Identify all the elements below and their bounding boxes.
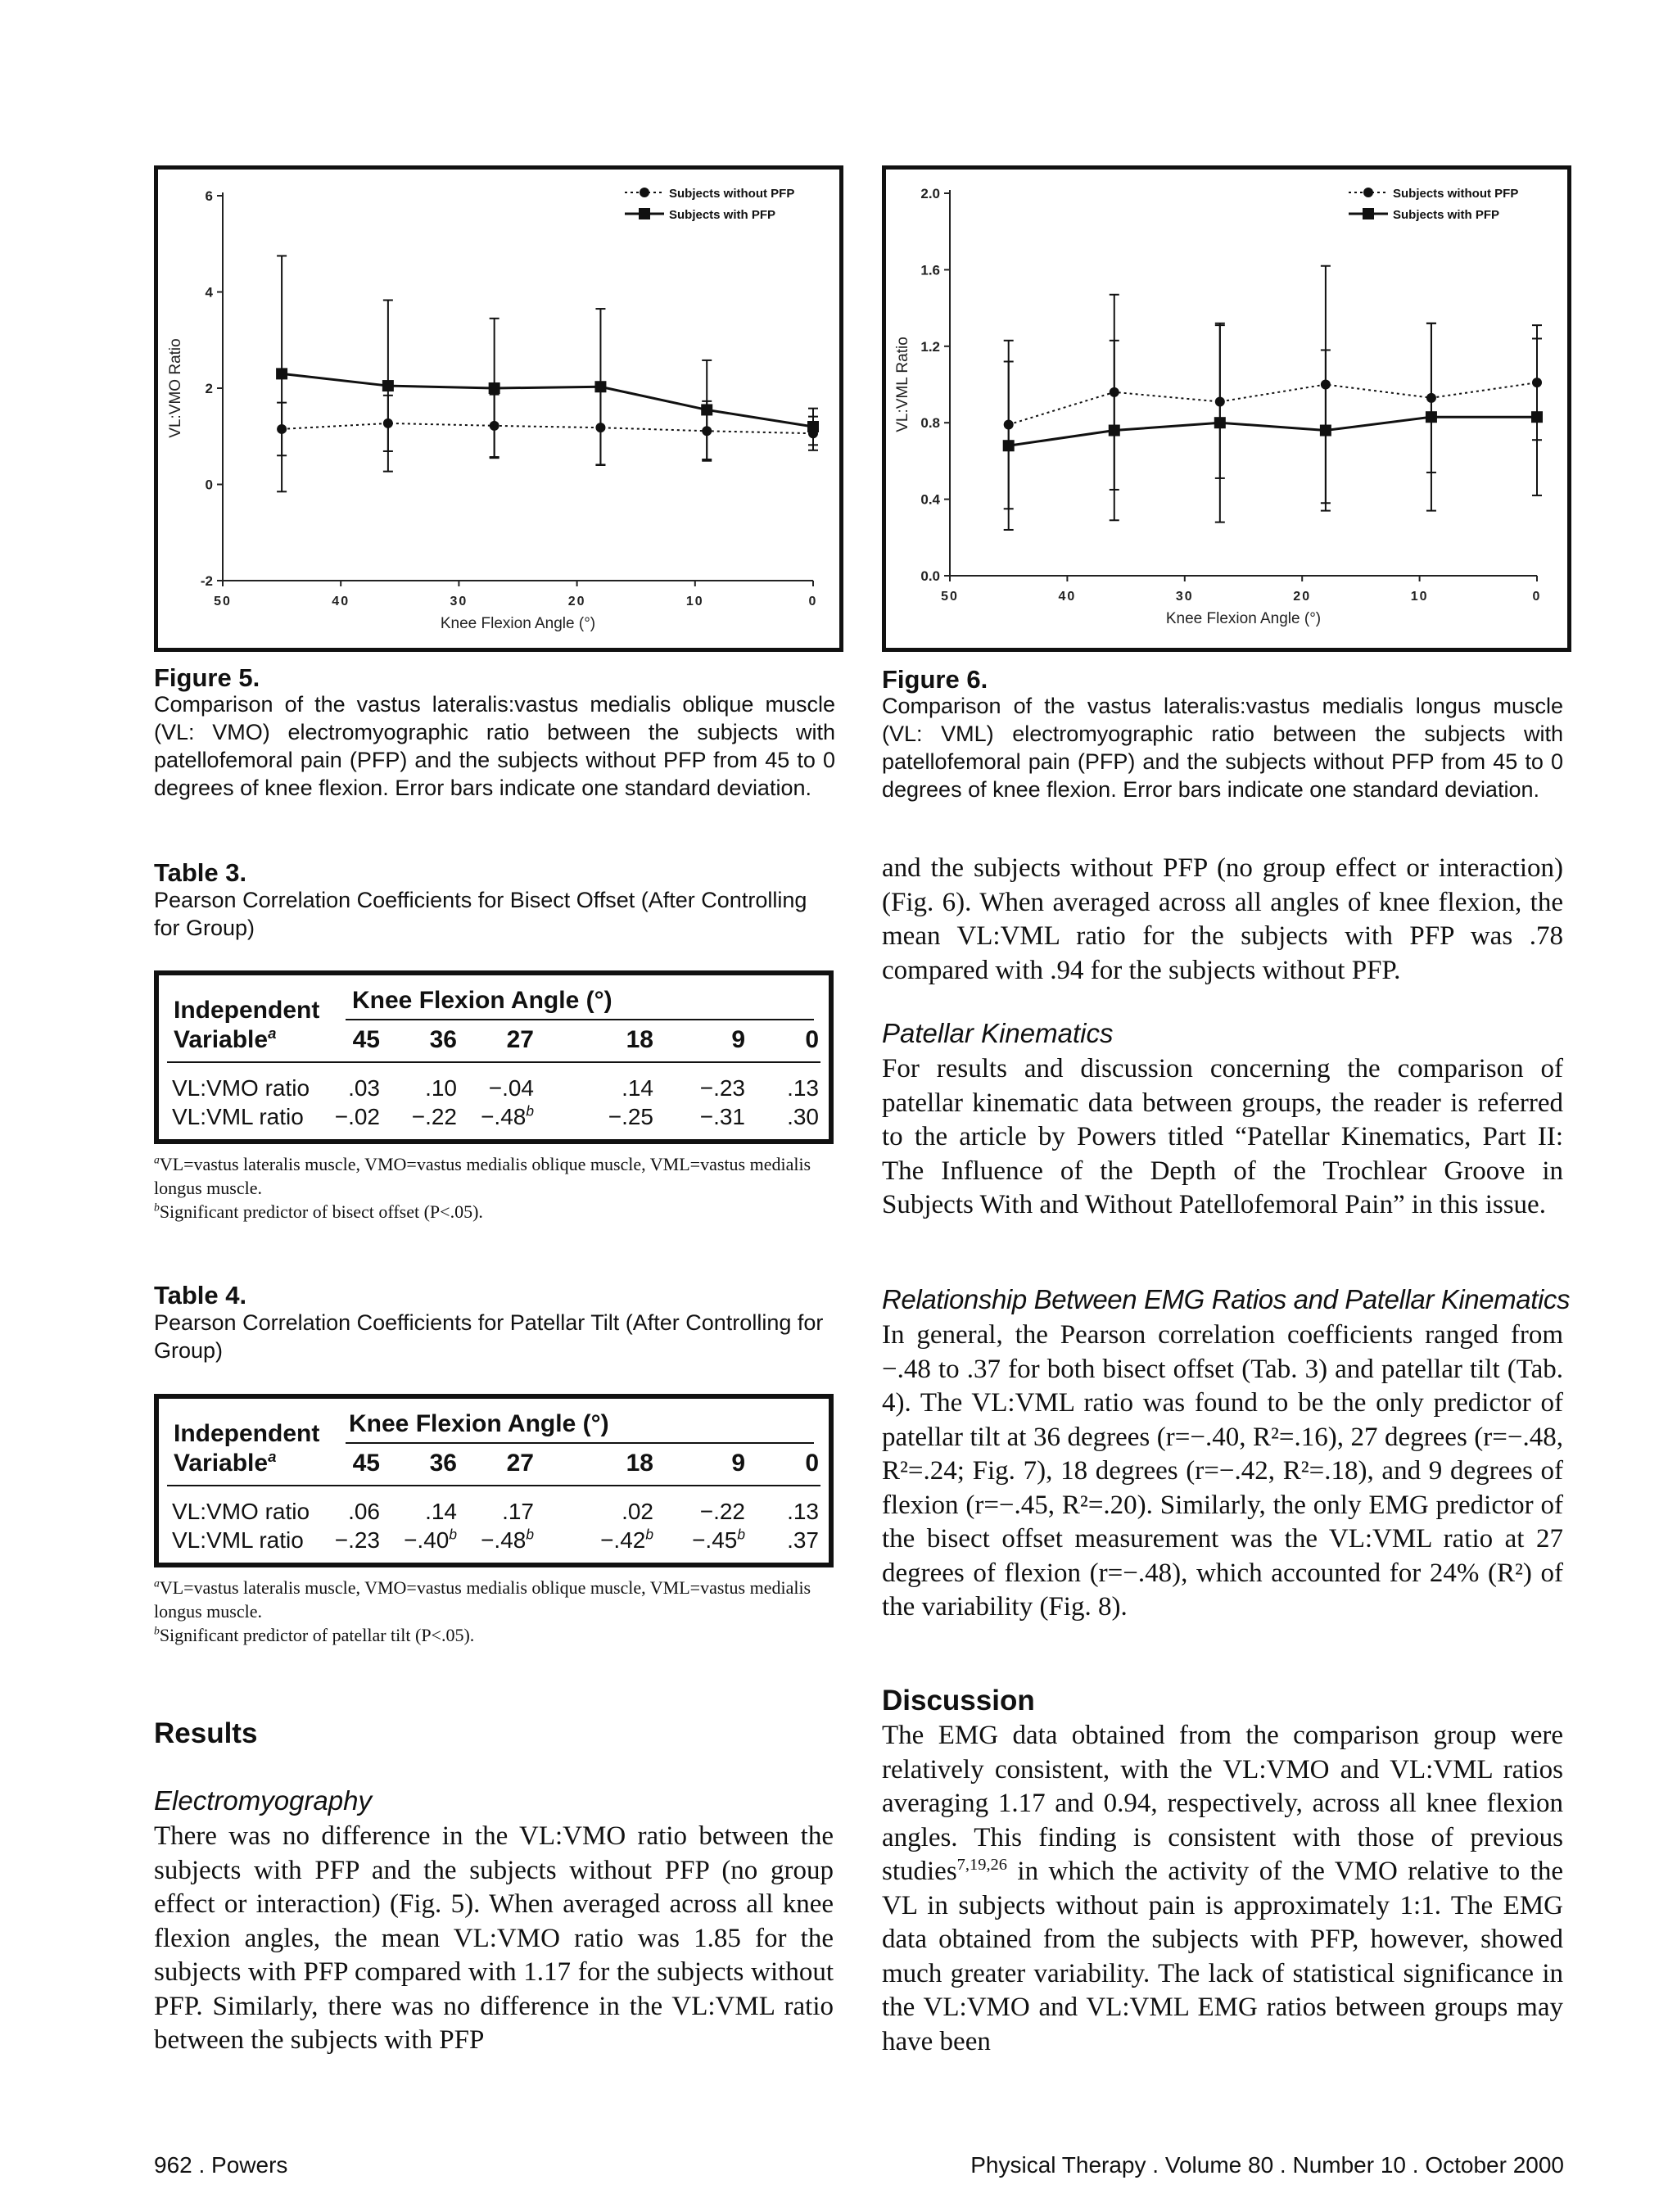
x-tick-label: 20 [567, 595, 586, 608]
y-tick-label: 2.0 [920, 186, 940, 201]
table-3-title: Table 3. [154, 858, 247, 887]
table-3-footnotes [154, 1152, 834, 1224]
table-cell: .13 [787, 1075, 819, 1101]
discussion-text: The EMG data obtained from the comparison group were relatively consistent, with the VL:VMO and VL:VML ratios averaging 1.17 and 0.94, respectively, across all knee flexion angles. This finding is consistent with those of previous studies$^{7,19,26}$ in which the activity of the VMO relative to the VL in subjects without pain is approximately 1:1. The EMG data obtained from the subjects with PFP, however, showed much greater variability. The lack of statistical significance in the VL:VMO and VL:VML EMG ratios between groups may have been [882, 1721, 1563, 2056]
table-cell: .30 [787, 1104, 819, 1129]
table-angle-header-18: 18 [626, 1026, 653, 1053]
table-cell: .13 [787, 1499, 819, 1524]
table-angle-header-0: 0 [805, 1450, 819, 1477]
x-tick-label: 20 [1293, 590, 1312, 604]
figure-6-chart [882, 165, 1571, 652]
table-4-angle-header: Knee Flexion Angle (°) [349, 1410, 609, 1437]
table-row-label: VL:VML ratio [172, 1527, 304, 1553]
table-cell: .02 [622, 1499, 653, 1524]
table-4-footnote-b: $^b$Significant predictor of patellar tilt (P<.05). [154, 1624, 475, 1645]
table-cell: −.31 [699, 1104, 745, 1129]
table-cell: −.48$^b$ [481, 1102, 534, 1129]
table-4-footnote-a: $^a$VL=vastus lateralis muscle, VMO=vastus medialis oblique muscle, VML=vastus medialis longus muscle. [154, 1576, 811, 1622]
legend-label: Subjects without PFP [669, 187, 795, 201]
table-3-description: Pearson Correlation Coefficients for Bisect Offset (After Controlling for Group) [154, 888, 807, 940]
x-tick-label: 30 [450, 595, 468, 608]
legend-label: Subjects without PFP [1393, 187, 1519, 201]
patellar-kinematics-text: For results and discussion concerning the comparison of patellar kinematic data between groups, the reader is referred to the article by Powers titled “Patellar Kinematics, Part II: The Influence of the Depth of the Trochlear Groove in Subjects With and Without Patellofemoral Pain” in this issue. [882, 1054, 1563, 1219]
table-cell: .37 [787, 1527, 819, 1553]
legend-marker [1363, 208, 1374, 219]
data-point-with-pfp [1531, 411, 1543, 423]
table-4-header-rule [346, 1442, 814, 1444]
table-cell: −.22 [411, 1104, 457, 1129]
table-3-body-rule [167, 1061, 820, 1063]
data-point-with-pfp [1426, 411, 1437, 423]
table-cell: .14 [622, 1075, 653, 1101]
y-tick-label: 4 [205, 284, 213, 301]
series-line-without-pfp [1009, 382, 1537, 424]
table-3 [154, 970, 834, 1144]
table-cell: −.45$^b$ [692, 1526, 745, 1553]
table-3-var-header-line1: Independent [174, 997, 320, 1024]
table-cell: −.02 [334, 1104, 380, 1129]
data-point-with-pfp [1109, 425, 1120, 437]
table-angle-header-9: 9 [731, 1450, 745, 1477]
legend-marker [640, 188, 649, 197]
table-row-label: VL:VML ratio [172, 1104, 304, 1129]
table-row-label: VL:VMO ratio [172, 1499, 310, 1524]
series-line-with-pfp [1009, 417, 1537, 446]
x-tick-label: 40 [332, 595, 350, 608]
table-cell: .17 [502, 1499, 534, 1524]
y-tick-label: 0.8 [920, 415, 940, 432]
y-tick-label: 0.0 [920, 568, 940, 584]
data-point-with-pfp [382, 380, 394, 391]
figure-5-chart [154, 165, 843, 652]
table-3-angle-header: Knee Flexion Angle (°) [352, 987, 612, 1014]
legend-label: Subjects with PFP [669, 208, 776, 222]
x-tick-label: 0 [808, 595, 818, 608]
x-tick-label: 10 [685, 595, 704, 608]
table-cell: .03 [348, 1075, 380, 1101]
table-angle-header-9: 9 [731, 1026, 745, 1053]
table-cell: .06 [348, 1499, 380, 1524]
data-point-with-pfp [489, 382, 500, 394]
data-point-with-pfp [276, 368, 287, 379]
y-tick-label: 1.2 [920, 338, 940, 355]
x-tick-label: 50 [214, 595, 232, 608]
table-cell: −.04 [488, 1075, 534, 1101]
electromyography-text-continued: and the subjects without PFP (no group effect or interaction) (Fig. 6). When averaged across all angles of knee flexion, the mean VL:VML ratio for the subjects with PFP was .78 compared with .94 for the subjects without PFP. [882, 853, 1563, 985]
data-point-with-pfp [1214, 417, 1226, 428]
table-4-title: Table 4. [154, 1281, 247, 1310]
footer-right: Physical Therapy . Volume 80 . Number 10 . October 2000 [970, 2152, 1564, 2178]
table-3-var-header-line2: Variable$^a$ [174, 1025, 277, 1053]
table-cell: −.22 [699, 1499, 745, 1524]
table-angle-header-27: 27 [506, 1450, 534, 1477]
table-3-header-rule [346, 1019, 814, 1020]
y-axis-label: VL:VMO Ratio [167, 338, 184, 438]
table-4-body-rule [167, 1485, 820, 1486]
data-point-with-pfp [701, 404, 712, 415]
table-cell: −.23 [699, 1075, 745, 1101]
table-cell: −.40$^b$ [404, 1526, 457, 1553]
y-tick-label: 2 [205, 381, 213, 396]
figure-6-svg [886, 170, 1567, 648]
data-point-with-pfp [1003, 440, 1015, 451]
series-line-without-pfp [282, 423, 813, 433]
x-tick-label: 40 [1058, 590, 1077, 604]
patellar-kinematics-heading: Patellar Kinematics [882, 1018, 1114, 1048]
table-angle-header-45: 45 [352, 1026, 380, 1053]
figure-6-title: Figure 6. [882, 665, 988, 694]
figure-5-caption: Comparison of the vastus lateralis:vastus medialis oblique muscle (VL: VMO) electromyographic ratio between the subjects with patellofemoral pain (PFP) and the subjects without PFP from 45 to 0 degrees of knee flexion. Error bars indicate one standard deviation. [154, 692, 835, 800]
results-heading: Results [154, 1717, 258, 1749]
data-point-with-pfp [1320, 425, 1331, 437]
table-4 [154, 1394, 834, 1567]
table-angle-header-36: 36 [429, 1450, 457, 1477]
y-tick-label: -2 [200, 573, 213, 589]
y-tick-label: 6 [205, 188, 213, 204]
table-4-footnotes [154, 1576, 834, 1647]
electromyography-text: There was no difference in the VL:VMO ratio between the subjects with PFP and the subjects without PFP (no group effect or interaction) (Fig. 5). When averaged across all knee flexion angles, the mean VL:VMO ratio was 1.85 for the subjects with PFP compared with 1.17 for the subjects without PFP. Similarly, there was no difference in the VL:VML ratio between the subjects with PFP [154, 1821, 834, 2055]
series-line-with-pfp [282, 373, 813, 427]
y-tick-label: 0 [205, 477, 213, 493]
table-3-footnote-a: $^a$VL=vastus lateralis muscle, VMO=vastus medialis oblique muscle, VML=vastus medialis longus muscle. [154, 1153, 811, 1198]
legend-marker [1363, 188, 1373, 197]
legend-label: Subjects with PFP [1393, 208, 1500, 222]
x-tick-label: 50 [941, 590, 959, 604]
y-tick-label: 0.4 [920, 491, 940, 508]
x-tick-label: 0 [1532, 590, 1542, 604]
data-point-with-pfp [594, 381, 606, 392]
table-cell: −.23 [334, 1527, 380, 1553]
y-tick-label: 1.6 [920, 262, 940, 278]
data-point-with-pfp [807, 421, 819, 432]
table-angle-header-18: 18 [626, 1450, 653, 1477]
table-angle-header-45: 45 [352, 1450, 380, 1477]
table-cell: .10 [425, 1075, 457, 1101]
table-angle-header-36: 36 [429, 1026, 457, 1053]
electromyography-heading: Electromyography [154, 1785, 372, 1816]
x-tick-label: 10 [1410, 590, 1429, 604]
table-row-label: VL:VMO ratio [172, 1075, 310, 1101]
relationship-text: In general, the Pearson correlation coefficients ranged from −.48 to .37 for both bisect offset (Tab. 3) and patellar tilt (Tab. 4). The VL:VML ratio was found to be the only predictor of patellar tilt at 36 degrees (r=−.40, R²=.16), 27 degrees (r=−.48, R²=.24; Fig. 7), 18 degrees (r=−.42, R²=.18), and 9 degrees of flexion (r=−.45, R²=.20). Similarly, the only EMG predictor of the bisect offset measurement was the VL:VML ratio at 27 degrees of flexion (r=−.48), which accounted for 24% (R²) of the variability (Fig. 8). [882, 1320, 1563, 1622]
x-axis-label: Knee Flexion Angle (°) [440, 615, 596, 632]
table-4-description: Pearson Correlation Coefficients for Patellar Tilt (After Controlling for Group) [154, 1310, 824, 1363]
table-4-var-header-line2: Variable$^a$ [174, 1448, 277, 1477]
x-axis-label: Knee Flexion Angle (°) [1165, 610, 1322, 627]
discussion-refs: 7,19,26 [956, 1856, 1007, 1874]
legend-marker [639, 208, 650, 219]
figure-6-caption: Comparison of the vastus lateralis:vastus medialis longus muscle (VL: VML) electromyographic ratio between the subjects with patellofemoral pain (PFP) and the subjects without PFP from 45 to 0 degrees of knee flexion. Error bars indicate one standard deviation. [882, 694, 1563, 802]
table-angle-header-0: 0 [805, 1026, 819, 1053]
table-cell: −.48$^b$ [481, 1526, 534, 1553]
table-4-var-header-line1: Independent [174, 1420, 320, 1447]
discussion-heading: Discussion [882, 1685, 1035, 1717]
table-3-footnote-b: $^b$Significant predictor of bisect offset (P<.05). [154, 1201, 483, 1222]
relationship-heading: Relationship Between EMG Ratios and Patellar Kinematics [882, 1284, 1571, 1314]
y-axis-label: VL:VML Ratio [894, 337, 911, 432]
table-cell: .14 [425, 1499, 457, 1524]
figure-5-title: Figure 5. [154, 663, 260, 692]
table-cell: −.25 [608, 1104, 653, 1129]
table-angle-header-27: 27 [506, 1026, 534, 1053]
footer-left: 962 . Powers [154, 2152, 288, 2178]
x-tick-label: 30 [1175, 590, 1194, 604]
figure-5-svg [158, 170, 839, 648]
table-cell: −.42$^b$ [600, 1526, 653, 1553]
